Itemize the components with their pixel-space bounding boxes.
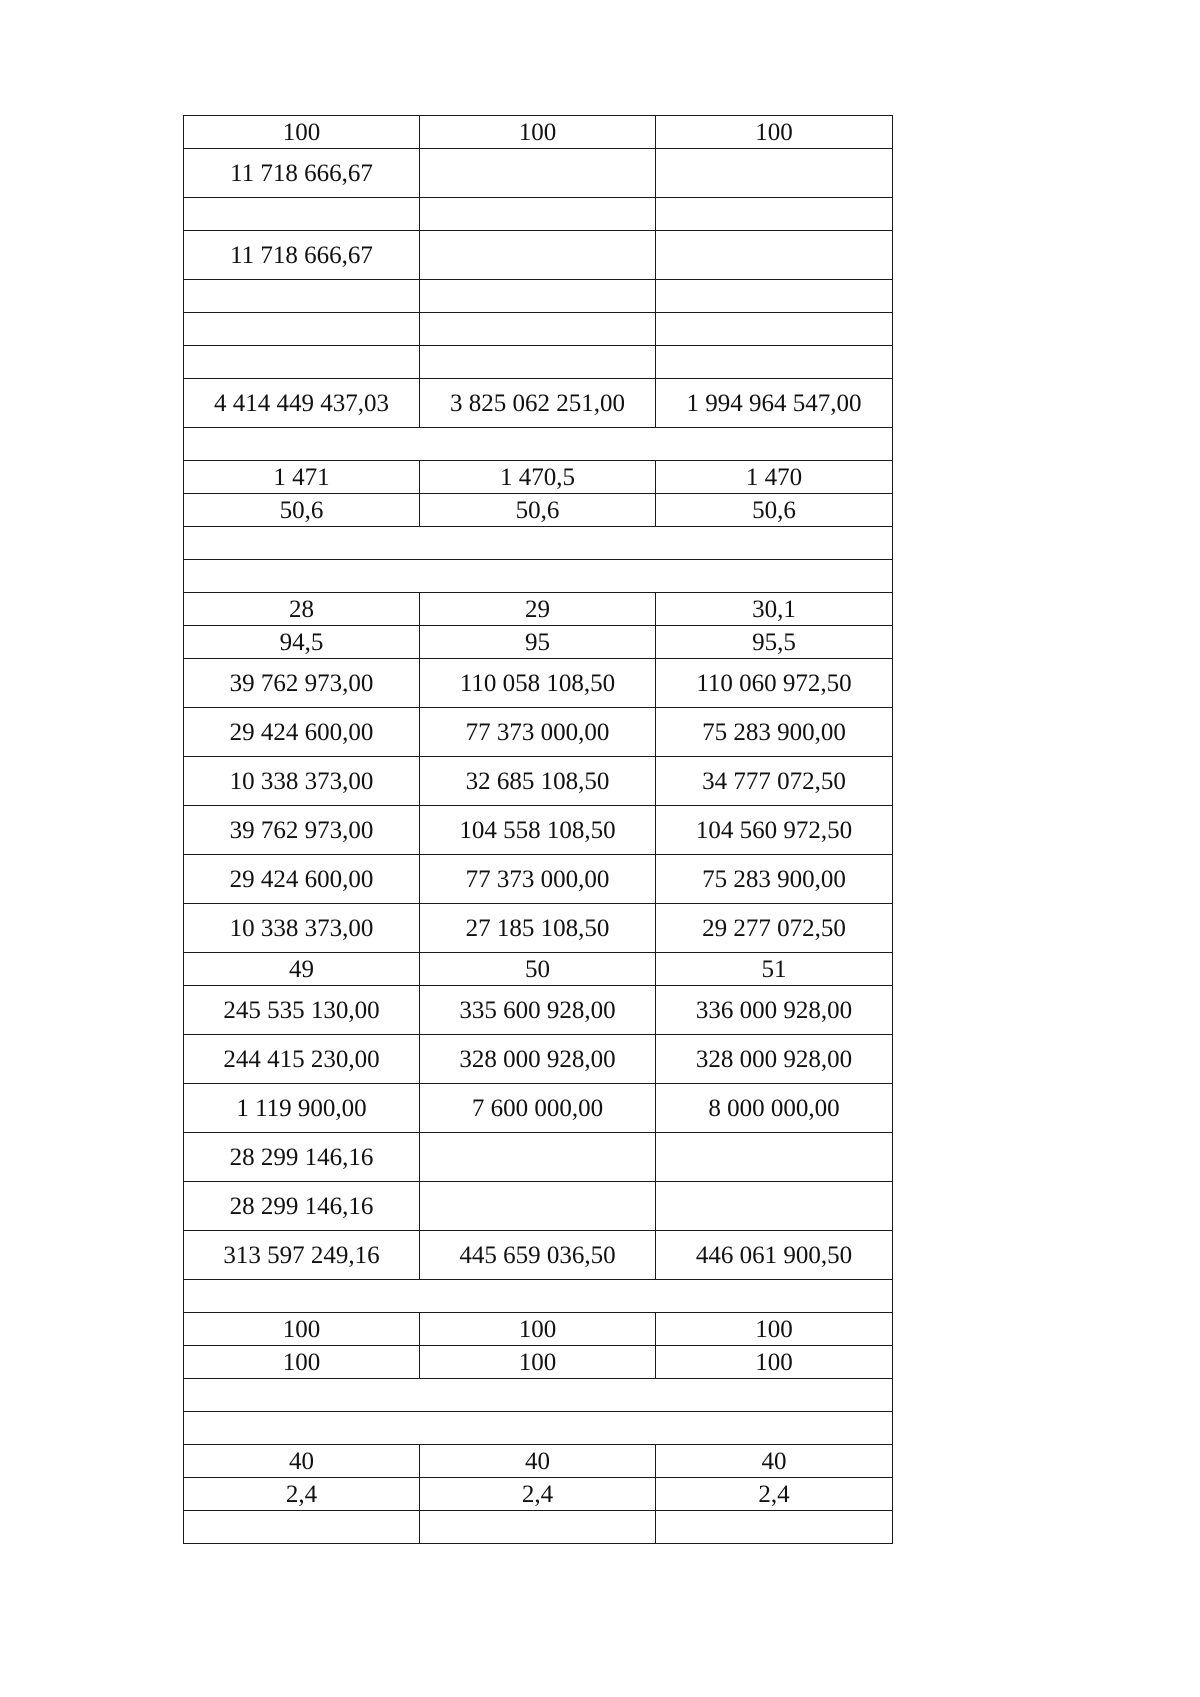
table-cell: 10 338 373,00: [184, 757, 420, 806]
table-row: [184, 1035, 893, 1084]
table-row: [184, 346, 893, 379]
table-cell: 100: [184, 1346, 420, 1379]
table-cell: 100: [656, 116, 893, 149]
table-cell: 100: [656, 1346, 893, 1379]
table-cell: 2,4: [184, 1478, 420, 1511]
table-cell: [656, 1182, 893, 1231]
table-cell: 39 762 973,00: [184, 659, 420, 708]
table-cell: 34 777 072,50: [656, 757, 893, 806]
table-cell: 328 000 928,00: [420, 1035, 656, 1084]
table-cell: [656, 198, 893, 231]
table-cell: [420, 1511, 656, 1544]
merged-cell: [184, 1412, 893, 1445]
table-cell: 51: [656, 953, 893, 986]
table-cell: 110 060 972,50: [656, 659, 893, 708]
table-cell: [420, 149, 656, 198]
table-cell: 1 470,5: [420, 461, 656, 494]
table-cell: 100: [184, 1313, 420, 1346]
table-cell: 95: [420, 626, 656, 659]
table-cell: 4 414 449 437,03: [184, 379, 420, 428]
table-cell: 29 424 600,00: [184, 855, 420, 904]
table-row: [184, 428, 893, 461]
table-cell: 11 718 666,67: [184, 231, 420, 280]
table-cell: [656, 280, 893, 313]
merged-cell: [184, 1280, 893, 1313]
table-cell: 28 299 146,16: [184, 1133, 420, 1182]
table-cell: 445 659 036,50: [420, 1231, 656, 1280]
table-row: [184, 1445, 893, 1478]
table-cell: 77 373 000,00: [420, 708, 656, 757]
table-cell: 77 373 000,00: [420, 855, 656, 904]
table-row: [184, 1280, 893, 1313]
table-cell: 30,1: [656, 593, 893, 626]
table-row: [184, 527, 893, 560]
table-row: [184, 280, 893, 313]
table-row: [184, 198, 893, 231]
table-cell: 7 600 000,00: [420, 1084, 656, 1133]
table-cell: 335 600 928,00: [420, 986, 656, 1035]
table-cell: 40: [420, 1445, 656, 1478]
table-cell: 29: [420, 593, 656, 626]
table-row: [184, 806, 893, 855]
table-cell: 32 685 108,50: [420, 757, 656, 806]
table-cell: [420, 231, 656, 280]
table-cell: [656, 1133, 893, 1182]
table-cell: [184, 313, 420, 346]
table-cell: [656, 313, 893, 346]
table-row: [184, 1346, 893, 1379]
table-cell: 40: [656, 1445, 893, 1478]
table-cell: 244 415 230,00: [184, 1035, 420, 1084]
table-cell: 1 471: [184, 461, 420, 494]
table-cell: [420, 1133, 656, 1182]
table-row: [184, 1478, 893, 1511]
table-cell: [420, 198, 656, 231]
table-row: [184, 659, 893, 708]
table-cell: 50,6: [420, 494, 656, 527]
table-cell: [420, 1182, 656, 1231]
table-cell: 110 058 108,50: [420, 659, 656, 708]
data-table: [183, 115, 893, 1544]
table-row: [184, 904, 893, 953]
table-cell: 100: [420, 116, 656, 149]
table-row: [184, 855, 893, 904]
table-cell: 28: [184, 593, 420, 626]
table-row: [184, 313, 893, 346]
table-cell: 104 558 108,50: [420, 806, 656, 855]
table-row: [184, 708, 893, 757]
table-cell: [656, 1511, 893, 1544]
table-row: [184, 461, 893, 494]
table-cell: 8 000 000,00: [656, 1084, 893, 1133]
table-cell: [656, 231, 893, 280]
table-cell: 104 560 972,50: [656, 806, 893, 855]
table-row: [184, 149, 893, 198]
table-cell: 50: [420, 953, 656, 986]
table-row: [184, 1084, 893, 1133]
table-cell: 328 000 928,00: [656, 1035, 893, 1084]
table-cell: 1 119 900,00: [184, 1084, 420, 1133]
table-cell: [184, 280, 420, 313]
table-cell: 39 762 973,00: [184, 806, 420, 855]
table-cell: 100: [656, 1313, 893, 1346]
table-cell: 100: [184, 116, 420, 149]
table-cell: 75 283 900,00: [656, 708, 893, 757]
table-row: [184, 116, 893, 149]
table-row: [184, 953, 893, 986]
table-cell: 336 000 928,00: [656, 986, 893, 1035]
table-cell: [656, 346, 893, 379]
table-cell: 28 299 146,16: [184, 1182, 420, 1231]
table-row: [184, 1412, 893, 1445]
table-row: [184, 1133, 893, 1182]
table-body: [184, 116, 893, 1544]
table-cell: 29 424 600,00: [184, 708, 420, 757]
merged-cell: [184, 1379, 893, 1412]
table-cell: [420, 346, 656, 379]
table-row: [184, 494, 893, 527]
table-cell: 245 535 130,00: [184, 986, 420, 1035]
table-cell: 49: [184, 953, 420, 986]
table-cell: [184, 346, 420, 379]
table-cell: 313 597 249,16: [184, 1231, 420, 1280]
table-cell: 29 277 072,50: [656, 904, 893, 953]
merged-cell: [184, 527, 893, 560]
table-cell: 40: [184, 1445, 420, 1478]
table-row: [184, 1313, 893, 1346]
merged-cell: [184, 428, 893, 461]
table-cell: 75 283 900,00: [656, 855, 893, 904]
table-cell: 50,6: [184, 494, 420, 527]
table-row: [184, 757, 893, 806]
table-cell: [184, 1511, 420, 1544]
table-row: [184, 560, 893, 593]
table-cell: [420, 280, 656, 313]
table-cell: 100: [420, 1313, 656, 1346]
table-cell: 1 470: [656, 461, 893, 494]
table-cell: [184, 198, 420, 231]
table-cell: [420, 313, 656, 346]
merged-cell: [184, 560, 893, 593]
table-cell: 27 185 108,50: [420, 904, 656, 953]
table-row: [184, 626, 893, 659]
table-cell: 446 061 900,50: [656, 1231, 893, 1280]
table-cell: 10 338 373,00: [184, 904, 420, 953]
table-cell: 2,4: [420, 1478, 656, 1511]
table-row: [184, 1379, 893, 1412]
table-cell: 2,4: [656, 1478, 893, 1511]
table-row: [184, 1182, 893, 1231]
table-row: [184, 379, 893, 428]
table-row: [184, 986, 893, 1035]
table-cell: 3 825 062 251,00: [420, 379, 656, 428]
table-row: [184, 231, 893, 280]
table-row: [184, 1231, 893, 1280]
table-cell: [656, 149, 893, 198]
table-cell: 1 994 964 547,00: [656, 379, 893, 428]
table-cell: 95,5: [656, 626, 893, 659]
table-cell: 100: [420, 1346, 656, 1379]
table-row: [184, 1511, 893, 1544]
table-cell: 94,5: [184, 626, 420, 659]
table-row: [184, 593, 893, 626]
table-cell: 11 718 666,67: [184, 149, 420, 198]
table-cell: 50,6: [656, 494, 893, 527]
